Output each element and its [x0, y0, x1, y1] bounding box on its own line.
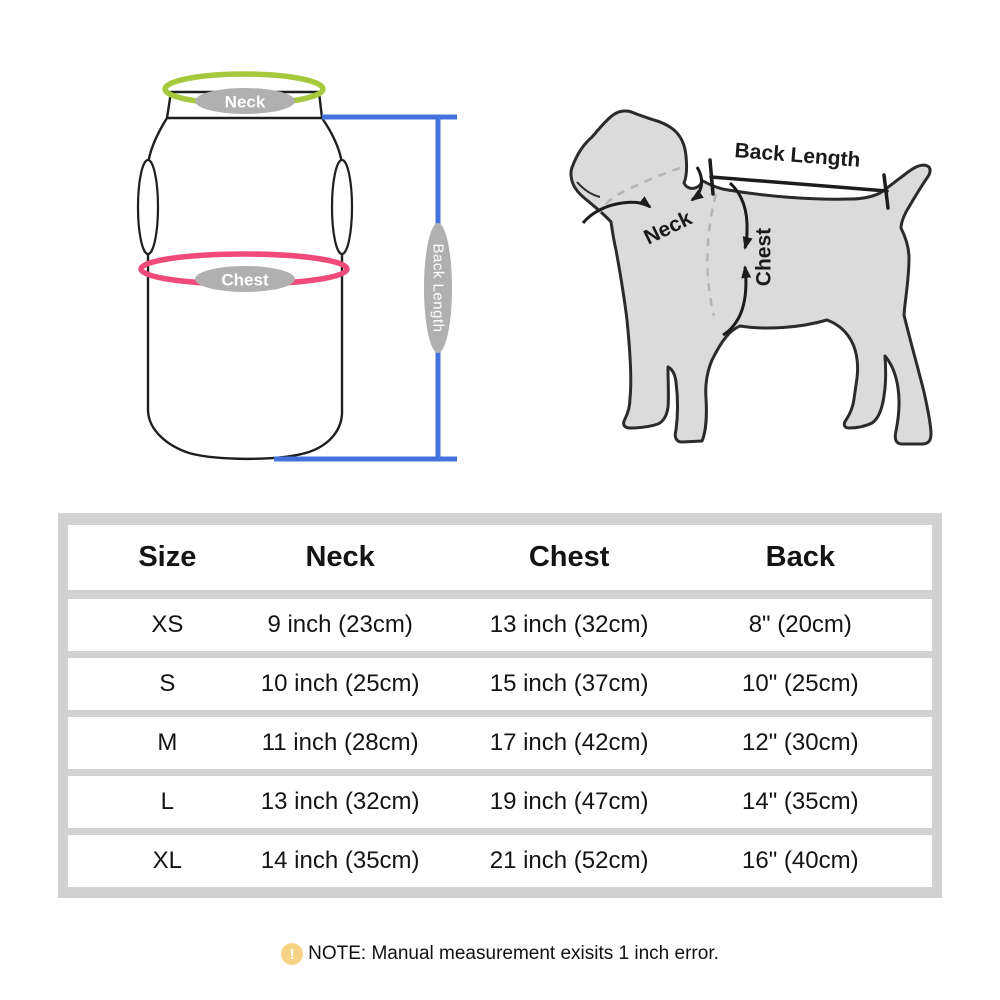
cell-size: XL: [152, 847, 183, 874]
table-row: [68, 599, 932, 651]
right-armhole: [332, 160, 352, 254]
cell-size: S: [159, 670, 176, 697]
cell-chest: 19 inch (47cm): [489, 788, 649, 815]
cell-size: L: [160, 788, 175, 815]
garment-chest-label: Chest: [221, 270, 269, 290]
dog-chest-label: Chest: [752, 227, 776, 287]
cell-chest: 15 inch (37cm): [489, 670, 649, 697]
cell-neck: 11 inch (28cm): [261, 729, 419, 756]
header-size: Size: [138, 541, 197, 573]
cell-neck: 9 inch (23cm): [267, 611, 413, 638]
header-neck: Neck: [305, 541, 375, 573]
cell-chest: 17 inch (42cm): [489, 729, 649, 756]
header-back: Back: [765, 541, 835, 573]
cell-neck: 14 inch (35cm): [260, 847, 420, 874]
cell-back: 16" (40cm): [742, 847, 859, 874]
table-row: [68, 717, 932, 769]
size-table-header-row: [68, 525, 932, 590]
left-armhole: [138, 160, 158, 254]
note-text: NOTE: Manual measurement exisits 1 inch error.: [308, 943, 719, 964]
table-row: [68, 835, 932, 887]
cell-chest: 13 inch (32cm): [489, 611, 649, 638]
dog-measure-diagram: [545, 95, 975, 480]
garment-neck-label: Neck: [224, 92, 266, 112]
cell-neck: 13 inch (32cm): [260, 788, 420, 815]
cell-back: 14" (35cm): [742, 788, 859, 815]
cell-back: 12" (30cm): [742, 729, 859, 756]
garment-back-length-label: Back Length: [429, 243, 447, 333]
dog-back-length-label: Back Length: [733, 139, 862, 172]
size-table: [58, 513, 942, 898]
dog-neck-label: Neck: [640, 206, 696, 250]
table-row: [68, 776, 932, 828]
cell-chest: 21 inch (52cm): [489, 847, 649, 874]
cell-size: XS: [151, 611, 184, 638]
measurement-note: [0, 936, 1000, 972]
cell-size: M: [157, 729, 178, 756]
cell-back: 8" (20cm): [748, 611, 852, 638]
exclamation-icon: !: [281, 943, 303, 965]
garment-measure-diagram: [100, 55, 480, 480]
header-chest: Chest: [528, 541, 610, 573]
cell-back: 10" (25cm): [742, 670, 859, 697]
table-row: [68, 658, 932, 710]
cell-neck: 10 inch (25cm): [260, 670, 420, 697]
